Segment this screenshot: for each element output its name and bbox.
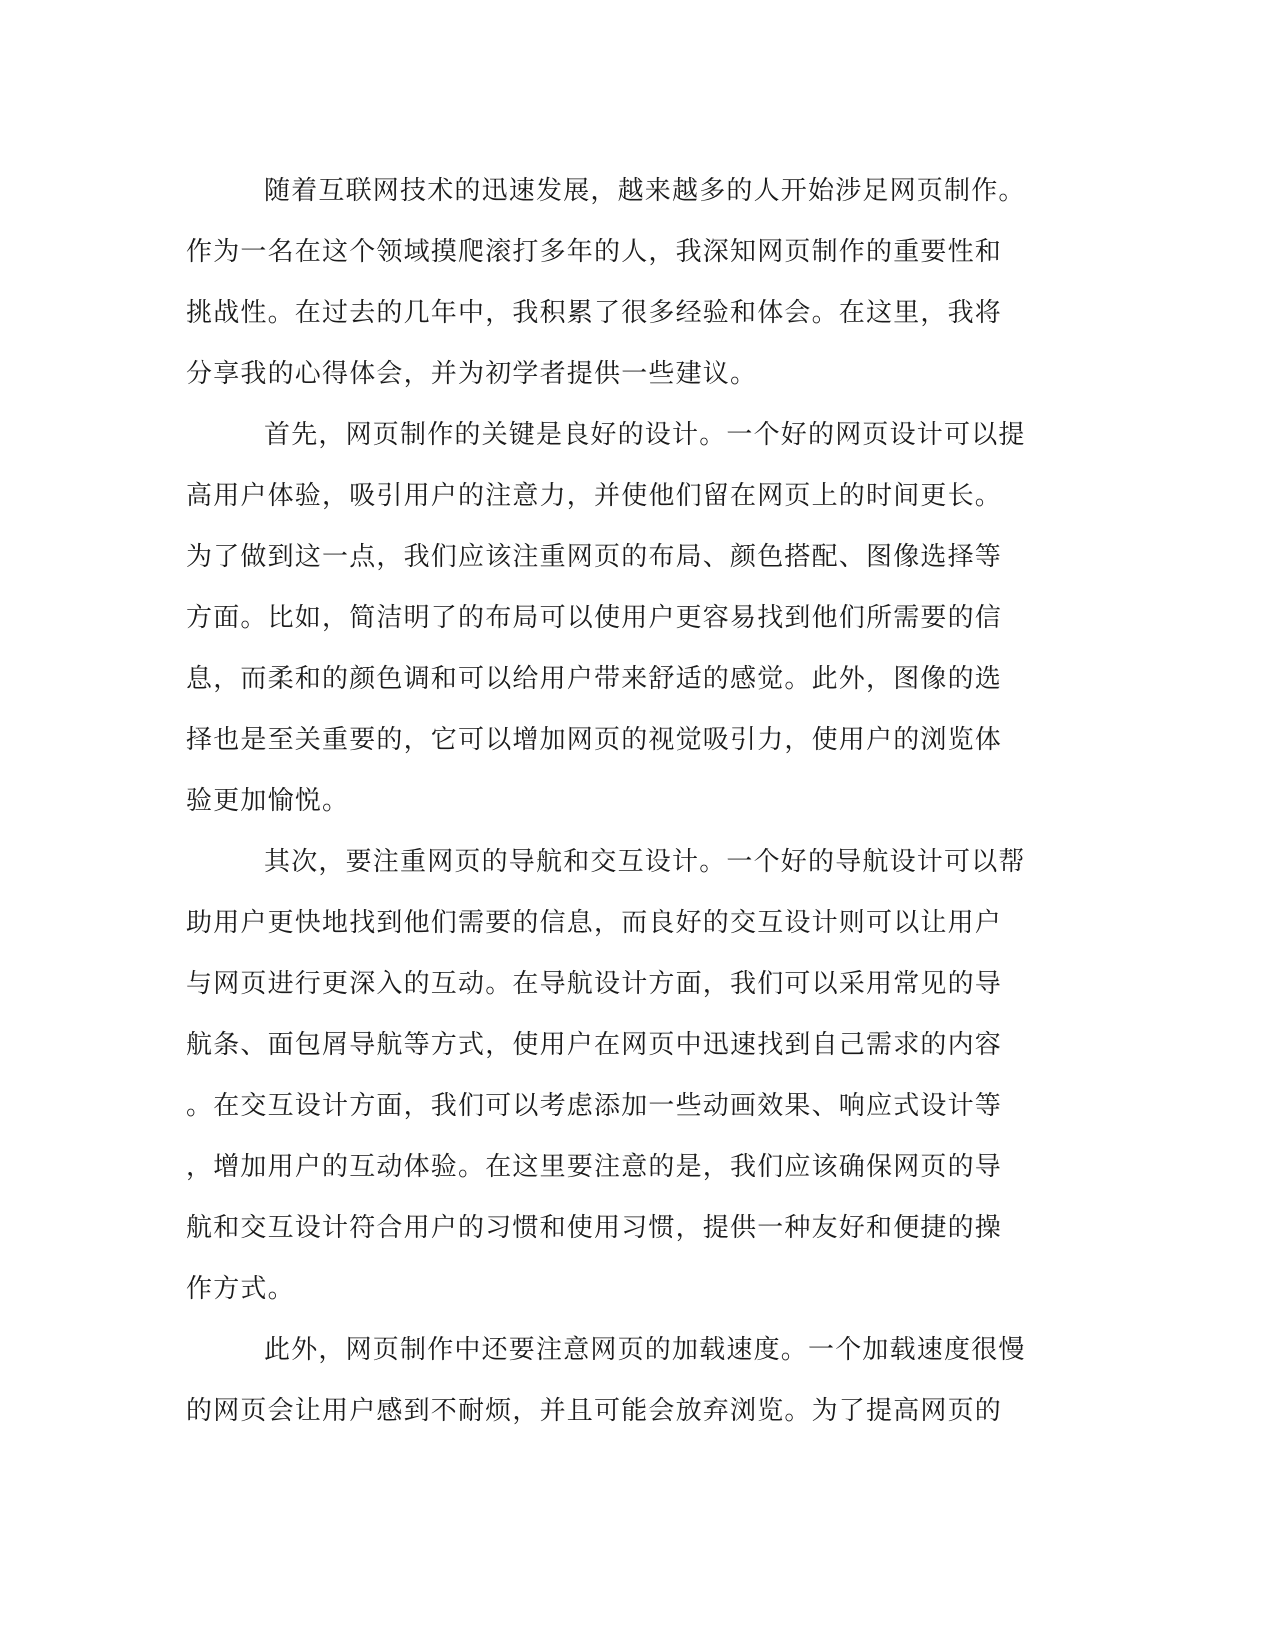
text-line: 挑战性。在过去的几年中，我积累了很多经验和体会。在这里，我将	[186, 298, 1003, 328]
text-line: 航条、面包屑导航等方式，使用户在网页中迅速找到自己需求的内容	[186, 1030, 1003, 1060]
text-line: 此外，网页制作中还要注意网页的加载速度。一个加载速度很慢	[264, 1335, 1026, 1365]
text-line: 方面。比如，简洁明了的布局可以使用户更容易找到他们所需要的信	[186, 603, 1003, 633]
text-line: 与网页进行更深入的互动。在导航设计方面，我们可以采用常见的导	[186, 969, 1003, 999]
paragraph-4	[186, 1320, 1046, 1442]
text-line: 。在交互设计方面，我们可以考虑添加一些动画效果、响应式设计等	[186, 1091, 1003, 1121]
text-line: 其次，要注重网页的导航和交互设计。一个好的导航设计可以帮	[264, 847, 1026, 877]
text-line: 随着互联网技术的迅速发展，越来越多的人开始涉足网页制作。	[264, 176, 1026, 206]
text-line: 高用户体验，吸引用户的注意力，并使他们留在网页上的时间更长。	[186, 481, 1003, 511]
text-line: 息，而柔和的颜色调和可以给用户带来舒适的感觉。此外，图像的选	[186, 664, 1003, 694]
text-line: 择也是至关重要的，它可以增加网页的视觉吸引力，使用户的浏览体	[186, 725, 1003, 755]
text-line: 作为一名在这个领域摸爬滚打多年的人，我深知网页制作的重要性和	[186, 237, 1003, 267]
paragraph-1	[186, 161, 1046, 405]
document-body	[186, 161, 1046, 1442]
text-line: 航和交互设计符合用户的习惯和使用习惯，提供一种友好和便捷的操	[186, 1213, 1003, 1243]
text-line: 的网页会让用户感到不耐烦，并且可能会放弃浏览。为了提高网页的	[186, 1396, 1003, 1426]
paragraph-3	[186, 832, 1046, 1320]
text-line: 作方式。	[186, 1274, 295, 1304]
text-line: 首先，网页制作的关键是良好的设计。一个好的网页设计可以提	[264, 420, 1026, 450]
text-line: ，增加用户的互动体验。在这里要注意的是，我们应该确保网页的导	[186, 1152, 1003, 1182]
paragraph-2	[186, 405, 1046, 832]
text-line: 验更加愉悦。	[186, 786, 350, 816]
text-line: 分享我的心得体会，并为初学者提供一些建议。	[186, 359, 758, 389]
text-line: 为了做到这一点，我们应该注重网页的布局、颜色搭配、图像选择等	[186, 542, 1003, 572]
text-line: 助用户更快地找到他们需要的信息，而良好的交互设计则可以让用户	[186, 908, 1003, 938]
